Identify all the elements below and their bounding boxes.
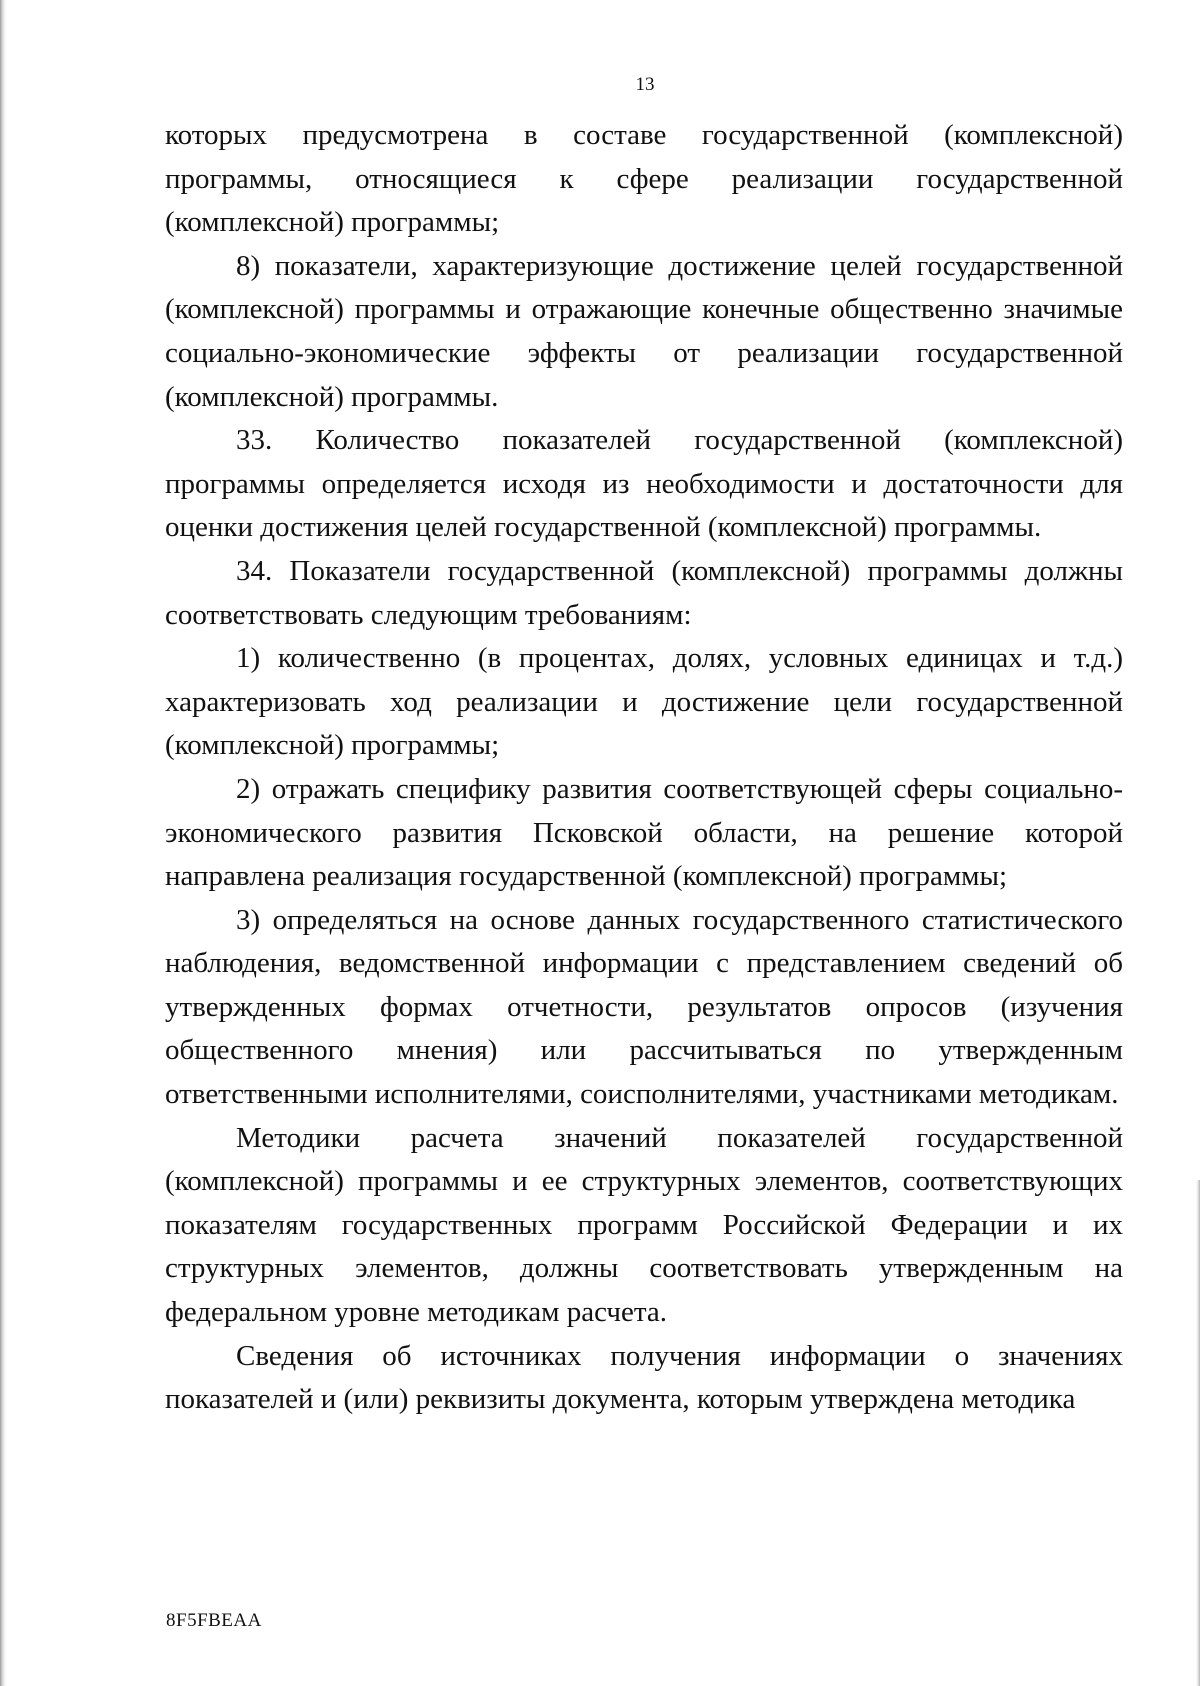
paragraph-item-2: 2) отражать специфику развития соответствующей сферы социально-экономического развития Псковской области, на решение которой направлена реализация государственной (комплексной) программы; — [165, 772, 1123, 893]
paragraph-methods: Методики расчета значений показателей государственной (комплексной) программы и ее структурных элементов, соответствующих показателям государственных программ Российской Федерации и их структурных элементов, должны соответствовать утвержденным на федеральном уровне методикам расчета. — [165, 1121, 1123, 1329]
paragraph-item-1: 1) количественно (в процентах, долях, условных единицах и т.д.) характеризовать ход реализации и достижение цели государственной (комплексной) программы; — [165, 642, 1123, 762]
page-number: 13 — [635, 74, 655, 95]
paragraph-clause-33: 33. Количество показателей государственной (комплексной) программы определяется исходя из необходимости и достаточности для оценки достижения целей государственной (комплексной) программы. — [165, 424, 1123, 544]
paragraph-continuation: которых предусмотрена в составе государственной (комплексной) программы, относящиеся к сфере реализации государственной (комплексной) программы; — [165, 119, 1123, 239]
paragraph-item-3: 3) определяться на основе данных государственного статистического наблюдения, ведомственной информации с представлением сведений об утвержденных формах отчетности, результатов опросов (изучения общественного мнения) или рассчитываться по утвержденным ответственными исполнителями, соисполнителями, участниками методикам. — [165, 903, 1123, 1111]
document-body — [165, 114, 1123, 1422]
scan-edge-right — [1196, 1180, 1200, 1686]
paragraph-item-8: 8) показатели, характеризующие достижение целей государственной (комплексной) программы и отражающие конечные общественно значимые социально-экономические эффекты от реализации государственной (комплексной) программы. — [165, 249, 1123, 413]
document-code: 8F5FBEAA — [166, 1610, 262, 1631]
scan-edge-left — [0, 0, 6, 1686]
paragraph-clause-34: 34. Показатели государственной (комплексной) программы должны соответствовать следующим требованиям: — [165, 554, 1123, 631]
paragraph-sources: Сведения об источниках получения информации о значениях показателей и (или) реквизиты документа, которым утверждена методика — [165, 1339, 1123, 1416]
